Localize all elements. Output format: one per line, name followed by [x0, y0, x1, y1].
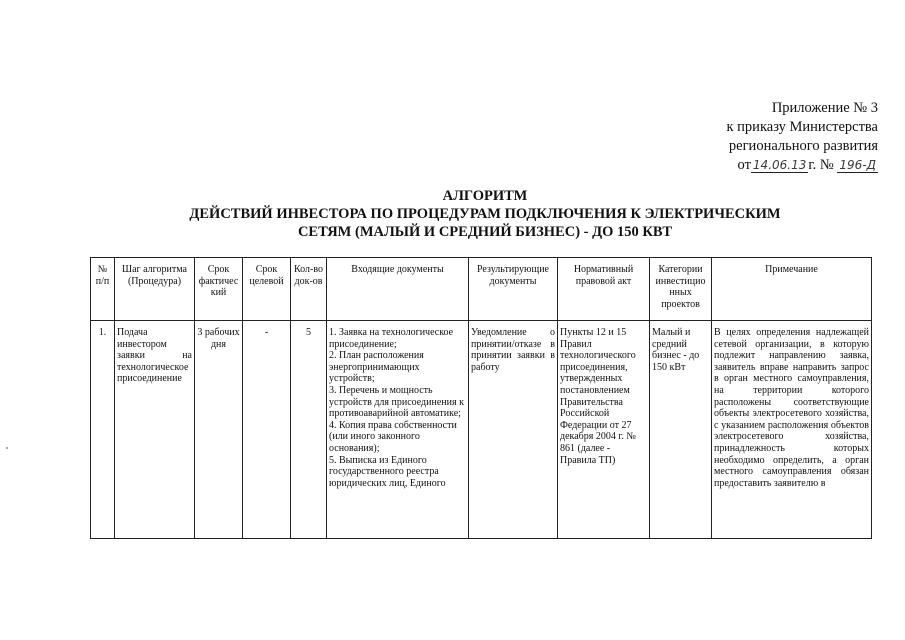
- approval-line-3: регионального развития: [728, 138, 878, 154]
- header-cell: Примечание: [712, 258, 872, 321]
- algorithm-table: [90, 257, 872, 539]
- input-doc-item: 3. Перечень и мощность устройств для присоединения к противоаварийной автоматике;: [329, 384, 464, 420]
- header-cell: № п/п: [91, 258, 115, 321]
- title-line-2: ДЕЙСТВИЙ ИНВЕСТОРА ПО ПРОЦЕДУРАМ ПОДКЛЮЧЕНИЯ К ЭЛЕКТРИЧЕСКИМ: [189, 206, 781, 222]
- header-cell: Шаг алгоритма (Процедура): [115, 258, 195, 321]
- approval-line-2: к приказу Министерства: [726, 119, 878, 135]
- cell-category: Малый и средний бизнес - до 150 кВт: [650, 321, 712, 539]
- cell-note: В целях определения надлежащей сетевой организации, в которую подлежит направлению заявка, заявитель вправе направить запрос в орган местного самоуправления, на территории которого расположены соответствующие объекты электросетевого хозяйства, с указанием расположения объектов электросетевого хозяйства, принадлежность которых необходимо определить, а орган местного самоуправления обязан предоставить заявителю в: [712, 321, 872, 539]
- cell-number: 1.: [91, 321, 115, 539]
- table-header-row: [91, 258, 872, 321]
- cell-legal-act: Пункты 12 и 15 Правил технологического присоединения, утвержденных постановлением Правительства Российской Федерации от 27 декабря 2004 г. № 861 (далее - Правила ТП): [558, 321, 650, 539]
- header-cell: Входящие документы: [327, 258, 469, 321]
- date-prefix: от: [737, 157, 751, 173]
- input-doc-item: 4. Копия права собственности (или иного законного основания);: [329, 419, 457, 454]
- handwritten-date: 14.06.13: [752, 158, 807, 172]
- approval-block: [727, 99, 879, 175]
- header-cell: Срок целевой: [243, 258, 291, 321]
- title-line-3: СЕТЯМ (МАЛЫЙ И СРЕДНИЙ БИЗНЕС) - ДО 150 КВТ: [297, 224, 673, 240]
- header-cell: Категории инвестицио нных проектов: [650, 258, 712, 321]
- cell-result-docs: Уведомление о принятии/отказе в принятии заявки в работу: [469, 321, 558, 539]
- input-doc-item: 1. Заявка на технологическое присоединение;: [329, 327, 454, 350]
- handwritten-order-number: 196-Д: [839, 158, 876, 172]
- header-cell: Срок фактичес кий: [195, 258, 243, 321]
- cell-input-docs: [327, 321, 469, 539]
- cell-term-target: -: [243, 321, 291, 539]
- header-cell: Нормативный правовой акт: [558, 258, 650, 321]
- cell-step: Подача инвестором заявки на технологическое присоединение: [115, 321, 195, 539]
- approval-line-1: Приложение № 3: [771, 100, 878, 116]
- cell-doc-count: 5: [291, 321, 327, 539]
- approval-date-line: [727, 156, 879, 175]
- document-title: [150, 187, 820, 241]
- title-line-1: АЛГОРИТМ: [442, 188, 528, 204]
- scan-speck: [6, 447, 8, 449]
- cell-term-actual: 3 рабочих дня: [195, 321, 243, 539]
- date-suffix: г. №: [808, 157, 834, 173]
- header-cell: Результирующие документы: [469, 258, 558, 321]
- table-row: [91, 321, 872, 539]
- header-cell: Кол-во док-ов: [291, 258, 327, 321]
- input-doc-item: 5. Выписка из Единого государственного реестра юридических лиц, Единого: [329, 454, 446, 489]
- input-doc-item: 2. План расположения энергопринимающих устройств;: [329, 350, 424, 385]
